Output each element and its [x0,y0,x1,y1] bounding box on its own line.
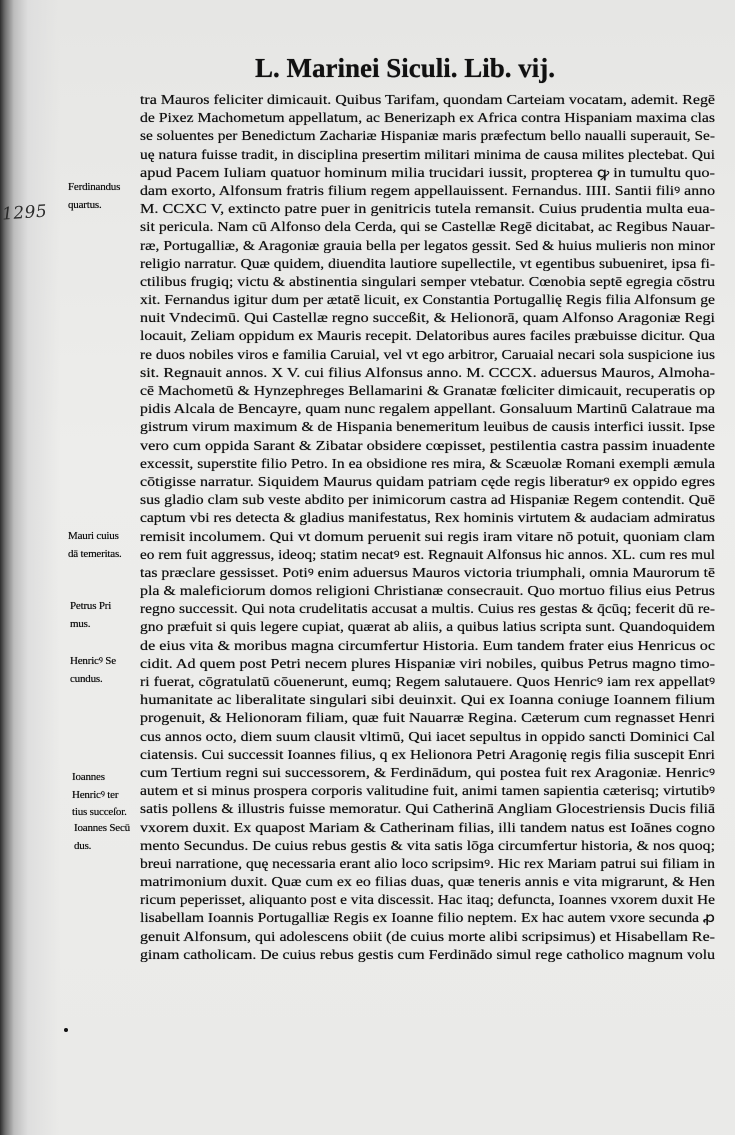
margin-note-line: cundus. [70,673,103,685]
text-line [140,837,715,855]
text-line [140,673,715,691]
text-line [140,291,715,309]
text-line-text: gistrum virum maximum & de Hispania benemeritum leuibus de causis interfici iussit. Ipse [140,419,715,435]
text-line [140,528,715,546]
margin-note-petrus [70,597,111,633]
margin-note-line: dus. [74,840,92,852]
text-line [140,928,715,946]
text-line-text: ctilibus frugiq; victu & abstinentia singulari semper vtebatur. Cœnobia septē egregia cōstru [140,273,715,289]
text-line-text: satis pollens & illustris fuisse memoratur. Qui Catherinā Angliam Glocestriensis Ducis filiā [140,801,715,817]
text-line-text: re duos nobiles viros e familia Caruial, vel vt ego arbitror, Caruaial necari sola suspicione ius [140,346,715,362]
text-line [140,255,715,273]
text-line-text: dam exorto, Alfonsum fratris filium regem appellauissent. Fernandus. IIII. Santii filiꝰ anno [140,182,715,198]
text-line [140,400,715,418]
text-line [140,346,715,364]
text-line-text: matrimonium duxit. Quæ cum ex eo filias duas, quæ teneris annis e vita migrarunt, & Hen [140,874,715,890]
text-line-text: sit pericula. Nam cū Alfonso dela Cerda, qui se Castellæ Regē dicitabat, ac Regibus Nauar- [140,219,715,235]
text-line-text: regno successit. Qui nota crudelitatis accusat a multis. Cuius res gestas & q̄cūq; fecerit dū re- [140,601,715,617]
text-line-text: tra Mauros feliciter dimicauit. Quibus Tarifam, quondam Carteiam vocatam, ademit. Regē [140,92,715,107]
text-line-text: sit. Regnauit annos. X V. cui filius Alfonsus anno. M. CCCX. aduersus Mauros, Almoha- [140,364,715,380]
text-line-text: ginam catholicam. De cuius rebus gestis cum Ferdinādo simul rege catholico magnum volu [140,946,715,962]
text-line-text: locauit, Zeliam oppidum ex Mauris recepit. Delatoribus aures faciles præbuisse dicitur. Qua [140,328,715,344]
text-line [140,382,715,400]
text-line-text: uę natura fuisse tradit, in disciplina presertim militari minima de causa milites plectebat. Qui [140,146,715,162]
margin-note-line: mus. [70,618,91,630]
text-line-text: genuit Alfonsum, qui adolescens obiit (de cuius morte alibi scripsimus) et Hisabellam Re- [140,928,715,944]
text-line [140,218,715,236]
text-line [140,764,715,782]
text-line [140,891,715,909]
text-line [140,473,715,491]
margin-note-line: Ferdinandus [68,181,121,193]
text-line-text: cum Tertium regni sui successorem, & Ferdinādum, qui postea fuit rex Aragoniæ. Henricꝰ [140,764,715,780]
text-line-text: apud Pacem Iuliam quatuor hominum milia trucidari iussit, propterea ꝙ in tumultu quo- [140,164,715,180]
text-line-text: remisit incolumem. Qui vt domum peruenit sui regis iram vitare nō potuit, quoniam clam [140,528,715,544]
text-line [140,746,715,764]
text-line [140,782,715,800]
text-line [140,127,715,145]
text-line-text: vero cum oppida Sarant & Zibatar obsidere cœpisset, pestilentia castra passim inuadente [140,437,715,453]
text-line-text: de eius vita & moribus magna circumfertur Historia. Eum tandem frater eius Henricus oc [140,637,715,653]
text-line [140,637,715,655]
text-line [140,855,715,873]
text-line [140,909,715,927]
margin-note-henricus [70,652,116,688]
text-line-text: cē Machometū & Hynzephreges Bellamarini & Granatæ fœliciter dimicauit, recuperatis op [140,383,715,398]
text-line-text: M. CCXC V, extincto patre puer in genitricis tutela remansit. Cuius prudentia multa eua- [140,201,715,217]
margin-note-line: Mauri cuius [68,530,119,542]
text-line-text: ciatensis. Cui successit Ioannes filius, q ex Helionora Petri Aragonię regis filia suscepit Enri [140,746,715,762]
margin-note-line: Henricꝰ Se [70,655,116,667]
ink-speck [64,1028,68,1032]
text-line-text: mento Secundus. De cuius rebus gestis & vita satis lōga circumfertur historia, & nos quoq; [140,837,715,853]
handwritten-annotation: 1295 [1,201,48,225]
text-line-text: religio narratur. Quæ quidem, diuendita lautiore supellectile, vt egentibus subueniret, ipsa fi- [140,255,715,271]
text-line [140,327,715,345]
text-line-text: pla & maleficiorum domos religioni Christianæ consecrauit. Quo mortuo filius eius Petrus [140,583,715,599]
text-line [140,946,715,964]
text-line-text: gno præfuit si quis legere cupiat, quærat ab aliis, a quibus latius scripta sunt. Quandoquidem [140,619,715,635]
text-line [140,364,715,382]
margin-note-line: dā temeritas. [68,548,122,560]
text-line-text: lisabellam Ioannis Portugalliæ Regis ex Ioanne filio neptem. Ex hac autem vxore secunda ꝓ [140,910,715,926]
text-line [140,200,715,218]
text-line-text: tas præclare gessisset. Potiꝰ enim aduersus Mauros victoria triumphali, omnia Maurorum tē [140,564,715,580]
text-line [140,564,715,582]
margin-note-line: Ioannes [72,771,105,783]
margin-note-ioannes [72,769,127,822]
text-line-text: excessit, superstite filio Petro. In ea obsidione res mira, & Scæuolæ Romani exempli æmula [140,455,715,471]
text-line-text: ricum peperisset, aliquanto post e vita discessit. Hac itaq; defuncta, Ioannes vxorem duxit He [140,892,715,908]
text-line-text: eo rem fuit aggressus, ideoq; statim necatꝰ est. Regnauit Alfonsus hic annos. XL. cum res mul [140,546,715,562]
text-line-text: progenuit, & Helionoram filiam, quæ fuit Nauarræ Regina. Cæterum cum regnasset Henri [140,710,715,726]
text-line [140,237,715,255]
text-line [140,655,715,673]
text-line [140,600,715,618]
text-line-text: autem et si minus prospera corporis valitudine fuit, animi tamen sapientia cæterisq; virtutibꝰ [140,783,715,799]
text-line-text: se soluentes per Benedictum Zachariæ Hispaniæ maris præfectum bello naualli superauit, Se- [140,128,715,144]
text-line [140,618,715,636]
text-line-text: de Pixez Machometum appellatum, ac Benerizaph ex Africa contra Hispaniam maxima clas [140,110,715,126]
text-line [140,509,715,527]
text-line [140,273,715,291]
text-line [140,309,715,327]
text-line-text: pidis Alcala de Bencayre, quam nunc regalem appellant. Gonsaluum Martinū Calatraue ma [140,401,715,417]
margin-note-mauri [68,527,122,563]
margin-note-line: tius succeſor. [72,806,127,818]
text-line [140,819,715,837]
text-line-text: vxorem duxit. Ex quapost Mariam & Catherinam filias, illi tandem natus est Ioānes cogno [140,819,715,835]
text-line-text: ri fuerat, cōgratulatū cōuenerunt, eumq; Regem salutauere. Quos Henricꝰ iam rex appellatꝰ [140,674,715,689]
text-line [140,146,715,164]
text-line [140,691,715,709]
text-line [140,182,715,200]
text-line [140,455,715,473]
text-line [140,800,715,818]
margin-note-ferdinandus [68,178,120,214]
text-line [140,164,715,182]
body-text [140,91,715,964]
text-line-text: nuit Vndecimū. Qui Castellæ regno succeßit, & Helionorā, quam Alfonso Aragoniæ Regi [140,310,715,326]
text-line-text: xit. Fernandus igitur dum per ætatē licuit, ex Constantia Portugallię Regis filia Alfonsum ge [140,292,715,308]
margin-note-line: Henricꝰ ter [72,788,119,801]
margin-note-line: Ioannes Secū [74,822,130,834]
running-head [255,50,555,86]
text-line-text: sus gladio clam sub veste abdito per inimicorum castra ad Hispaniæ Regem contendit. Quē [140,492,715,508]
text-line [140,728,715,746]
text-line [140,91,715,109]
text-line [140,873,715,891]
margin-note-line: Petrus Pri [70,600,112,612]
text-line [140,491,715,509]
text-line [140,582,715,600]
text-line [140,546,715,564]
text-line-text: cus annos octo, diem suum clausit vltimū, Qui iacet sepultus in oppido sancti Dominici Cal [140,728,715,744]
text-line [140,109,715,127]
text-line-text: ræ, Portugalliæ, & Aragoniæ grauia bella per legatos gessit. Sed & huius mulieris non minor [140,237,715,253]
margin-note-ioannes-secundus [74,819,130,855]
text-line [140,709,715,727]
text-line-text: captum vbi res detecta & gladius manifestatus, Rex hominis virtutem & audaciam admiratus [140,510,715,526]
text-line-text: cōtigisse narratur. Siquidem Maurus quidam patriam cęde regis liberaturꝰ ex oppido egres [140,473,715,489]
text-line [140,418,715,436]
running-head-text: L. Marinei Siculi. Lib. vij. [255,53,555,83]
text-line-text: breui narratione, quę necessaria erant alio loco scripsimꝰ. Hic rex Mariam patrui sui filiam in [140,855,715,871]
text-line [140,437,715,455]
text-line-text: humanitate ac liberalitate singulari sibi deuinxit. Qui ex Ioanna coniuge Ioannem filium [140,692,715,708]
text-line-text: cidit. Ad quem post Petri necem plures Hispaniæ viri nobiles, quibus Petrus magno timo- [140,655,715,671]
margin-note-line: quartus. [68,199,102,211]
